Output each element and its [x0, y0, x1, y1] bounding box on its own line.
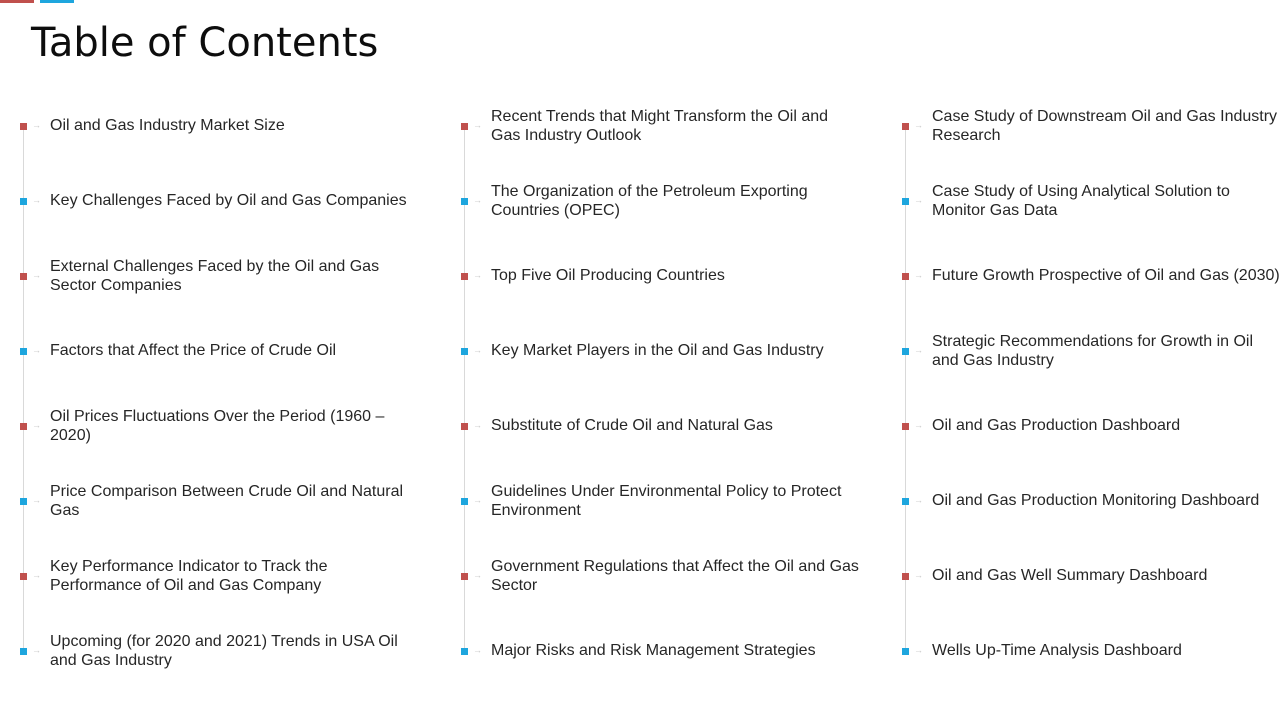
arrow-right-icon: → [32, 270, 41, 280]
toc-item[interactable] [18, 388, 418, 463]
toc-column-2 [459, 88, 859, 688]
arrow-right-icon: → [914, 495, 923, 505]
toc-item-label: Strategic Recommendations for Growth in Oil and Gas Industry [932, 332, 1254, 369]
arrow-right-icon: → [473, 570, 482, 580]
arrow-right-icon: → [32, 645, 41, 655]
toc-item[interactable] [900, 388, 1270, 463]
toc-item[interactable] [459, 613, 859, 688]
square-bullet-icon [461, 273, 468, 280]
arrow-right-icon: → [473, 195, 482, 205]
top-accent-bar-blue [40, 0, 74, 3]
toc-item-label: Major Risks and Risk Management Strategies [491, 642, 816, 659]
square-bullet-icon [902, 273, 909, 280]
toc-item[interactable] [18, 538, 418, 613]
page-title: Table of Contents [31, 20, 379, 66]
square-bullet-icon [902, 198, 909, 205]
toc-item[interactable] [900, 313, 1270, 388]
arrow-right-icon: → [914, 195, 923, 205]
arrow-right-icon: → [914, 570, 923, 580]
toc-item-label: The Organization of the Petroleum Exporting Countries (OPEC) [491, 182, 808, 219]
toc-item[interactable] [900, 463, 1270, 538]
top-accent-bar-red [0, 0, 34, 3]
square-bullet-icon [461, 198, 468, 205]
square-bullet-icon [20, 198, 27, 205]
arrow-right-icon: → [473, 120, 482, 130]
toc-item-label: Government Regulations that Affect the Oil and Gas Sector [491, 557, 859, 594]
square-bullet-icon [20, 648, 27, 655]
toc-item-label: Future Growth Prospective of Oil and Gas (2030) [932, 267, 1280, 284]
toc-item-label: Top Five Oil Producing Countries [491, 267, 725, 284]
square-bullet-icon [461, 498, 468, 505]
arrow-right-icon: → [914, 345, 923, 355]
square-bullet-icon [20, 273, 27, 280]
toc-item[interactable] [900, 88, 1278, 163]
arrow-right-icon: → [473, 270, 482, 280]
toc-item[interactable] [459, 463, 859, 538]
arrow-right-icon: → [32, 420, 41, 430]
toc-item-label: Oil and Gas Well Summary Dashboard [932, 567, 1208, 584]
toc-item-label: Case Study of Using Analytical Solution to Monitor Gas Data [932, 182, 1230, 219]
toc-item[interactable] [459, 238, 859, 313]
arrow-right-icon: → [473, 345, 482, 355]
toc-item-label: Recent Trends that Might Transform the Oil and Gas Industry Outlook [491, 107, 829, 144]
toc-item-label: Wells Up-Time Analysis Dashboard [932, 642, 1182, 659]
toc-item[interactable] [459, 388, 859, 463]
toc-item-label: Key Market Players in the Oil and Gas Industry [491, 342, 824, 359]
square-bullet-icon [902, 648, 909, 655]
arrow-right-icon: → [914, 420, 923, 430]
toc-item[interactable] [900, 163, 1270, 238]
toc-item[interactable] [18, 463, 418, 538]
toc-column-3 [900, 88, 1280, 688]
arrow-right-icon: → [914, 270, 923, 280]
square-bullet-icon [20, 348, 27, 355]
square-bullet-icon [902, 123, 909, 130]
toc-item[interactable] [459, 538, 859, 613]
toc-item[interactable] [459, 313, 859, 388]
arrow-right-icon: → [473, 420, 482, 430]
toc-item-label: External Challenges Faced by the Oil and Gas Sector Companies [50, 257, 380, 294]
arrow-right-icon: → [32, 495, 41, 505]
toc-item[interactable] [900, 538, 1270, 613]
toc-item[interactable] [900, 238, 1280, 313]
toc-item-label: Upcoming (for 2020 and 2021) Trends in USA Oil and Gas Industry [50, 632, 398, 669]
toc-item[interactable] [18, 313, 418, 388]
square-bullet-icon [902, 348, 909, 355]
toc-item[interactable] [18, 88, 418, 163]
toc-item-label: Oil Prices Fluctuations Over the Period (1960 – 2020) [50, 407, 385, 444]
toc-item[interactable] [459, 88, 859, 163]
toc-item-label: Case Study of Downstream Oil and Gas Industry Research [932, 107, 1278, 144]
arrow-right-icon: → [914, 645, 923, 655]
toc-item-label: Substitute of Crude Oil and Natural Gas [491, 417, 773, 434]
toc-item-label: Guidelines Under Environmental Policy to Protect Environment [491, 482, 842, 519]
square-bullet-icon [461, 423, 468, 430]
square-bullet-icon [902, 573, 909, 580]
arrow-right-icon: → [473, 645, 482, 655]
square-bullet-icon [461, 648, 468, 655]
toc-item[interactable] [18, 163, 418, 238]
square-bullet-icon [20, 573, 27, 580]
toc-item-label: Key Challenges Faced by Oil and Gas Companies [50, 192, 407, 209]
square-bullet-icon [20, 423, 27, 430]
square-bullet-icon [461, 123, 468, 130]
toc-item[interactable] [18, 613, 418, 688]
arrow-right-icon: → [473, 495, 482, 505]
toc-item-label: Factors that Affect the Price of Crude Oil [50, 342, 337, 359]
square-bullet-icon [461, 348, 468, 355]
square-bullet-icon [902, 423, 909, 430]
toc-item[interactable] [459, 163, 859, 238]
toc-column-1 [18, 88, 418, 688]
toc-item-label: Price Comparison Between Crude Oil and Natural Gas [50, 482, 404, 519]
square-bullet-icon [461, 573, 468, 580]
arrow-right-icon: → [32, 345, 41, 355]
square-bullet-icon [20, 123, 27, 130]
toc-item-label: Oil and Gas Industry Market Size [50, 117, 285, 134]
toc-item-label: Oil and Gas Production Monitoring Dashboard [932, 492, 1260, 509]
square-bullet-icon [902, 498, 909, 505]
toc-item-label: Oil and Gas Production Dashboard [932, 417, 1181, 434]
toc-item[interactable] [900, 613, 1270, 688]
arrow-right-icon: → [32, 570, 41, 580]
toc-item-label: Key Performance Indicator to Track the Performance of Oil and Gas Company [50, 557, 328, 594]
toc-item[interactable] [18, 238, 418, 313]
arrow-right-icon: → [914, 120, 923, 130]
arrow-right-icon: → [32, 120, 41, 130]
square-bullet-icon [20, 498, 27, 505]
arrow-right-icon: → [32, 195, 41, 205]
